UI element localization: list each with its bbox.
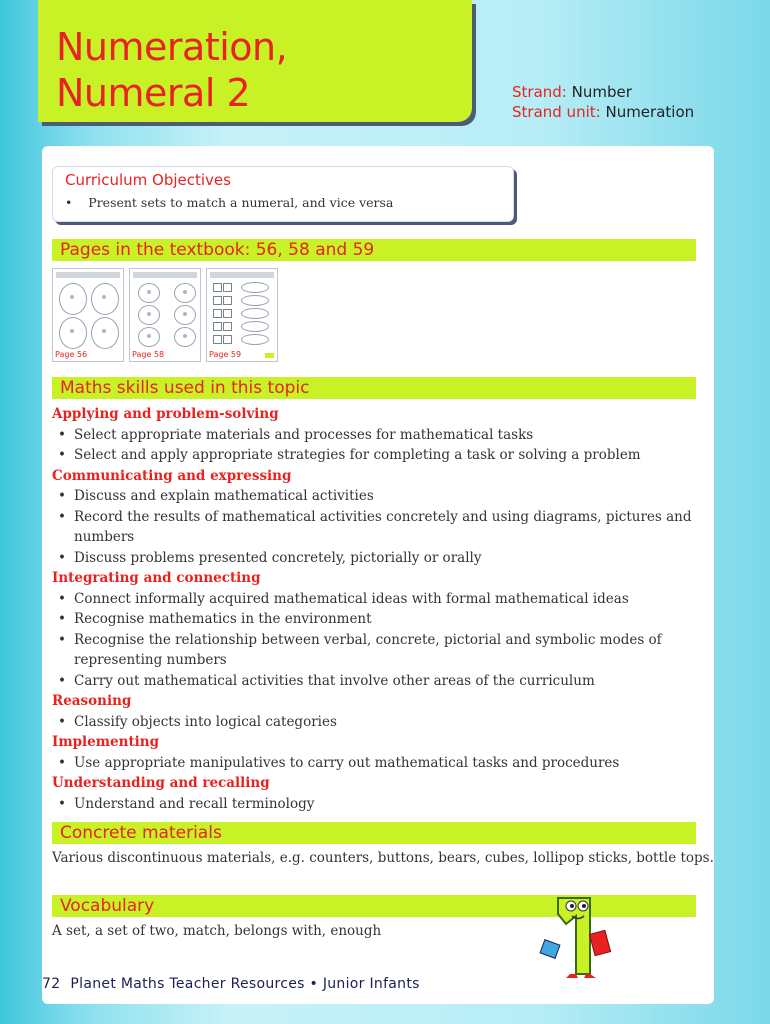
page-footer — [42, 976, 420, 992]
page-thumbnail — [52, 268, 124, 362]
skill-item: • Connect informally acquired mathematical ideas with formal mathematical ideas — [52, 589, 702, 610]
skill-item: • Discuss and explain mathematical activities — [52, 486, 702, 507]
objective-text: Present sets to match a numeral, and vice versa — [88, 195, 394, 210]
skill-item: • Use appropriate manipulatives to carry out mathematical tasks and procedures — [52, 753, 702, 774]
page-title — [56, 24, 287, 116]
vocabulary-heading: Vocabulary — [52, 895, 696, 917]
skill-group-title: Understanding and recalling — [52, 775, 270, 791]
page-number: 72 — [42, 976, 61, 992]
skills-list — [52, 404, 702, 814]
curriculum-objectives-box — [52, 166, 514, 222]
number-mascot-illustration — [528, 888, 620, 980]
footer-text: Planet Maths Teacher Resources • Junior Infants — [70, 976, 420, 992]
skill-item: • Select appropriate materials and processes for mathematical tasks — [52, 425, 702, 446]
concrete-materials-text: Various discontinuous materials, e.g. counters, buttons, bears, cubes, lollipop sticks, bottle tops. — [52, 850, 714, 866]
skill-group-title: Integrating and connecting — [52, 570, 261, 586]
skill-item: • Classify objects into logical categories — [52, 712, 702, 733]
vocabulary-text: A set, a set of two, match, belongs with, enough — [52, 923, 382, 939]
skill-group-title: Applying and problem-solving — [52, 406, 279, 422]
skill-item: • Select and apply appropriate strategies for completing a task or solving a problem — [52, 445, 702, 466]
page-thumbnail — [129, 268, 201, 362]
skill-item: • Record the results of mathematical activities concretely and using diagrams, pictures and numbers — [52, 507, 702, 548]
objective-item: • Present sets to match a numeral, and vice versa — [65, 195, 394, 210]
title-line-2: Numeral 2 — [56, 71, 251, 115]
title-banner — [38, 0, 472, 122]
thumbnail-caption: Page 59 — [209, 350, 242, 359]
strand-value: Number — [571, 83, 632, 101]
skill-group-title: Communicating and expressing — [52, 467, 292, 484]
concrete-materials-heading: Concrete materials — [52, 822, 696, 844]
strand-label: Strand: — [512, 83, 567, 101]
strand-unit-label: Strand unit: — [512, 103, 601, 121]
skill-item: • Carry out mathematical activities that involve other areas of the curriculum — [52, 671, 702, 692]
strand-unit-value: Numeration — [605, 103, 695, 121]
skill-group-title: Reasoning — [52, 693, 132, 709]
thumbnail-caption: Page 56 — [55, 350, 88, 359]
skill-item: • Understand and recall terminology — [52, 794, 702, 815]
skill-item: • Recognise mathematics in the environment — [52, 609, 702, 630]
thumbnail-caption: Page 58 — [132, 350, 165, 359]
textbook-pages-heading: Pages in the textbook: 56, 58 and 59 — [52, 239, 696, 261]
objectives-heading: Curriculum Objectives — [65, 171, 231, 189]
strand-info — [512, 82, 694, 122]
skill-group-title: Implementing — [52, 734, 160, 750]
skill-item: • Discuss problems presented concretely, pictorially or orally — [52, 548, 702, 569]
page-thumbnail — [206, 268, 278, 362]
title-line-1: Numeration, — [56, 25, 288, 69]
skill-item: • Recognise the relationship between verbal, concrete, pictorial and symbolic modes of representing numbers — [52, 630, 702, 671]
maths-skills-heading: Maths skills used in this topic — [52, 377, 696, 399]
